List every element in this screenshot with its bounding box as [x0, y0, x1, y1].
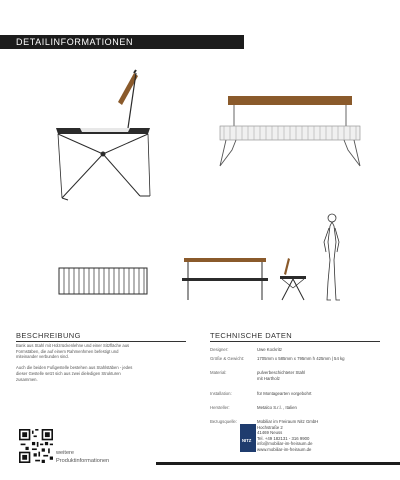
- spec-label-material: Material:: [210, 370, 227, 375]
- spec-value-material: pulverbeschichteter Stahl mit Hartholz: [257, 370, 306, 381]
- footer-bar: [156, 462, 400, 465]
- spec-label-source: Bezugsquelle:: [210, 419, 237, 424]
- spec-label-installation: Installation:: [210, 391, 232, 396]
- qr-code[interactable]: [19, 429, 53, 463]
- spec-value-manufacturer: Metalco S.r.l. , Italien: [257, 405, 297, 410]
- spec-value-installation: für Montagearten vorgebohrt: [257, 391, 312, 396]
- bench-front-view-drawing: [180, 256, 272, 302]
- specs-heading: TECHNISCHE DATEN: [210, 331, 293, 340]
- description-text: Bank aus Stahl mit Holzrückenlehne und einer Sitzfläche aus Formstäben, die auf einem Rahmenhmen befestigt und miteinander verbunden sind. Auch die beiden Fußgestelle bestehen aus Stahlstäben - jedes dieser Gestelle setzt sich aus zwei dieledigen Strukturen zusammen.: [16, 343, 133, 382]
- spec-value-source: Mobiliar im Freiraum Nitz GmbH Hochstraße 2 41469 Neuss Tel. +49 182131 - 316 9900 info@mobiliar-im-freiraum.de www.mobiliar-im-freiraum.de: [257, 419, 319, 452]
- spec-label-size: Größe & Gewicht:: [210, 356, 245, 361]
- spec-value-size: 1705mm x 585mm x 795mm h 425mm | 54 kg: [257, 356, 345, 361]
- bench-side-profile-drawing: [276, 256, 310, 302]
- bench-perspective-drawing: [210, 88, 370, 170]
- specs-rule: [210, 341, 380, 342]
- page-title: DETAILINFORMATIONEN: [16, 37, 134, 47]
- description-heading: BESCHREIBUNG: [16, 331, 81, 340]
- qr-caption-line2: Produktinformationen: [56, 458, 110, 464]
- spec-label-designer: Designer:: [210, 347, 229, 352]
- nitz-logo: [240, 424, 256, 452]
- qr-caption-line1: weitere: [56, 450, 75, 456]
- logo-text: NITZ: [242, 438, 252, 443]
- spec-value-designer: Uwe Kockritz: [257, 347, 283, 352]
- description-rule: [16, 341, 186, 342]
- spec-label-manufacturer: Hersteller:: [210, 405, 230, 410]
- human-scale-figure: [318, 212, 344, 304]
- bench-side-view-drawing: [40, 68, 170, 203]
- bench-top-view-drawing: [58, 266, 150, 296]
